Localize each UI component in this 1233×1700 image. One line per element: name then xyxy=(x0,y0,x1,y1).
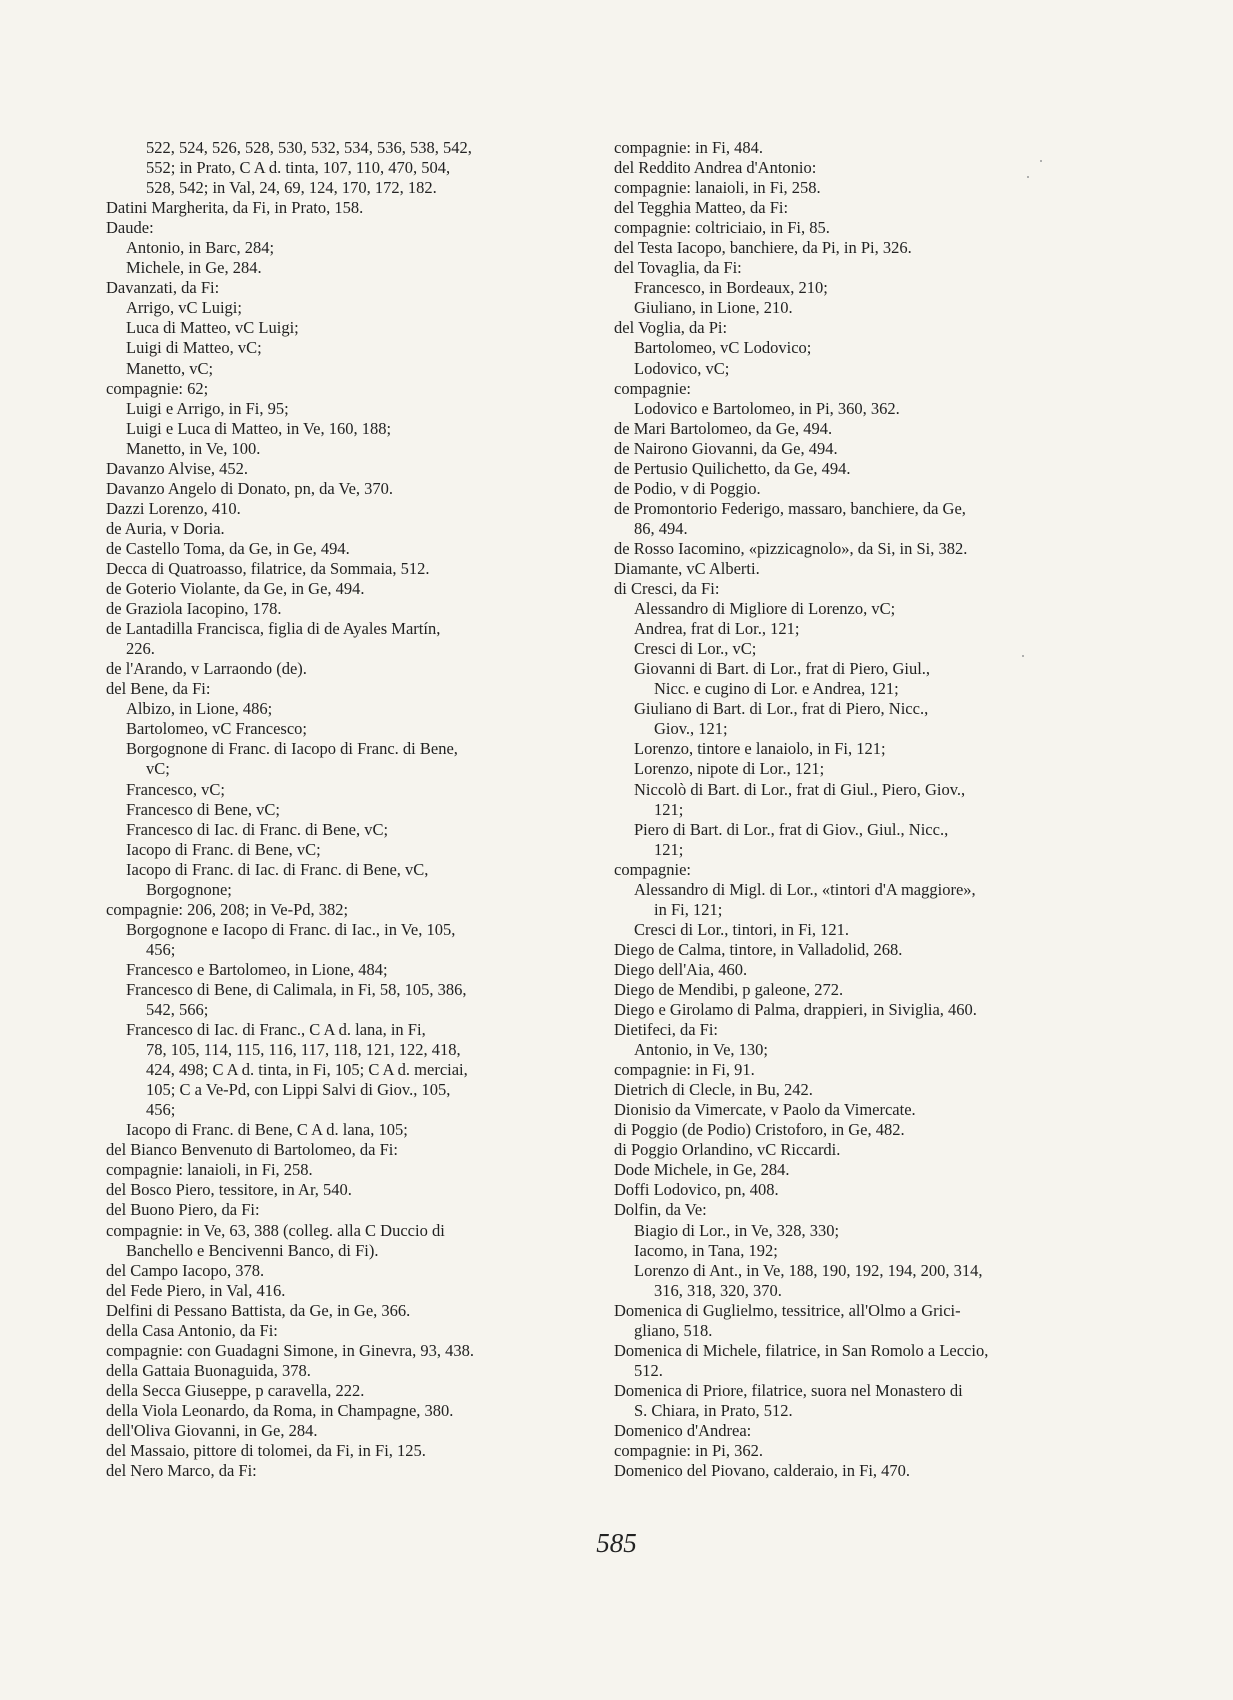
index-entry: della Secca Giuseppe, p caravella, 222. xyxy=(106,1380,365,1400)
index-entry: compagnie: in Fi, 484. xyxy=(614,138,763,157)
index-entry: de Rosso Iacomino, «pizzicagnolo», da Si, in Si, 382. xyxy=(614,538,968,558)
index-entry: compagnie: xyxy=(614,859,691,879)
index-entry: Giuliano, in Lione, 210. xyxy=(634,298,793,318)
index-entry: compagnie: xyxy=(614,378,691,398)
index-entry: de Promontorio Federigo, massaro, banchiere, da Ge, xyxy=(614,498,966,518)
page-number: 585 xyxy=(596,1528,637,1558)
index-entry: Iacopo di Franc. di Bene, C A d. lana, 105; xyxy=(126,1120,408,1140)
index-entry: Luigi di Matteo, vC; xyxy=(126,338,262,358)
index-entry: del Reddito Andrea d'Antonio: xyxy=(614,158,817,178)
index-entry: Diego de Mendibi, p galeone, 272. xyxy=(614,979,844,999)
index-entry: 78, 105, 114, 115, 116, 117, 118, 121, 122, 418, xyxy=(146,1040,461,1060)
index-entry: Diego dell'Aia, 460. xyxy=(614,959,748,979)
index-entry: de Graziola Iacopino, 178. xyxy=(106,599,282,619)
index-entry: compagnie: 62; xyxy=(106,378,209,398)
index-entry: Luca di Matteo, vC Luigi; xyxy=(126,318,299,338)
index-entry: Dazzi Lorenzo, 410. xyxy=(106,498,241,518)
index-entry: compagnie: 206, 208; in Ve-Pd, 382; xyxy=(106,899,349,919)
index-entry: del Massaio, pittore di tolomei, da Fi, in Fi, 125. xyxy=(106,1441,426,1461)
index-entry: 121; xyxy=(654,839,684,859)
index-entry: compagnie: in Fi, 91. xyxy=(614,1060,755,1080)
index-entry: 226. xyxy=(126,639,155,659)
index-entry: del Testa Iacopo, banchiere, da Pi, in Pi, 326. xyxy=(614,238,912,258)
index-entry: Albizo, in Lione, 486; xyxy=(126,699,273,719)
index-entry: Doffi Lodovico, pn, 408. xyxy=(614,1180,779,1200)
index-entry: Antonio, in Ve, 130; xyxy=(634,1040,768,1060)
index-entry: Cresci di Lor., vC; xyxy=(634,639,757,659)
index-entry: 86, 494. xyxy=(634,518,688,538)
index-entry: Banchello e Bencivenni Banco, di Fi). xyxy=(126,1240,379,1260)
index-entry: Manetto, vC; xyxy=(126,358,214,378)
index-entry: de Podio, v di Poggio. xyxy=(614,478,761,498)
index-entry: Lodovico e Bartolomeo, in Pi, 360, 362. xyxy=(634,398,900,418)
index-entry: Daude: xyxy=(106,218,154,238)
index-entry: Luigi e Luca di Matteo, in Ve, 160, 188; xyxy=(126,418,392,438)
index-entry: Luigi e Arrigo, in Fi, 95; xyxy=(126,398,289,418)
index-entry: dell'Oliva Giovanni, in Ge, 284. xyxy=(106,1421,318,1440)
index-entry: del Campo Iacopo, 378. xyxy=(106,1260,265,1280)
index-entry: Francesco di Iac. di Franc. di Bene, vC; xyxy=(126,819,389,839)
index-entry: Francesco, vC; xyxy=(126,779,225,799)
index-entry: Andrea, frat di Lor., 121; xyxy=(634,619,800,639)
index-entry: de Nairono Giovanni, da Ge, 494. xyxy=(614,438,838,458)
index-entry: Domenica di Guglielmo, tessitrice, all'Olmo a Grici- xyxy=(614,1300,961,1320)
index-entry: Bartolomeo, vC Lodovico; xyxy=(634,338,812,358)
index-entry: del Nero Marco, da Fi: xyxy=(106,1461,257,1481)
index-entry: Michele, in Ge, 284. xyxy=(126,258,262,278)
index-entry: Giov., 121; xyxy=(654,719,728,739)
index-entry: Iacopo di Franc. di Bene, vC; xyxy=(126,839,321,859)
index-entry: de Mari Bartolomeo, da Ge, 494. xyxy=(614,418,833,438)
index-entry: de Auria, v Doria. xyxy=(106,518,225,538)
paper-speck xyxy=(1022,655,1024,657)
index-entry: compagnie: coltriciaio, in Fi, 85. xyxy=(614,218,830,238)
index-entry: Diego de Calma, tintore, in Valladolid, 268. xyxy=(614,939,903,959)
index-entry: in Fi, 121; xyxy=(654,899,723,919)
index-entry: Decca di Quatroasso, filatrice, da Sommaia, 512. xyxy=(106,558,430,578)
index-column-right xyxy=(614,138,1076,1481)
index-entry: Antonio, in Barc, 284; xyxy=(126,238,275,258)
index-entry: 542, 566; xyxy=(146,1000,209,1020)
index-entry: del Tegghia Matteo, da Fi: xyxy=(614,198,789,218)
index-column-left xyxy=(106,138,566,1481)
index-entry: della Casa Antonio, da Fi: xyxy=(106,1320,278,1340)
index-entry: Davanzo Angelo di Donato, pn, da Ve, 370. xyxy=(106,478,394,498)
index-entry: 316, 318, 320, 370. xyxy=(654,1280,782,1300)
index-entry: Domenico d'Andrea: xyxy=(614,1421,752,1440)
index-entry: Niccolò di Bart. di Lor., frat di Giul., Piero, Giov., xyxy=(634,779,966,799)
index-entry: della Gattaia Buonaguida, 378. xyxy=(106,1360,311,1380)
index-entry: Alessandro di Migl. di Lor., «tintori d'A maggiore», xyxy=(634,879,976,899)
index-entry: de Pertusio Quilichetto, da Ge, 494. xyxy=(614,458,851,478)
index-entry: del Bianco Benvenuto di Bartolomeo, da Fi: xyxy=(106,1140,398,1160)
index-entry: 105; C a Ve-Pd, con Lippi Salvi di Giov., 105, xyxy=(146,1080,451,1100)
index-entry: Bartolomeo, vC Francesco; xyxy=(126,719,308,739)
index-entry: di Cresci, da Fi: xyxy=(614,579,720,599)
index-entry: Biagio di Lor., in Ve, 328, 330; xyxy=(634,1220,840,1240)
index-entry: 512. xyxy=(634,1360,663,1380)
index-entry: Francesco, in Bordeaux, 210; xyxy=(634,278,828,298)
index-entry: Giuliano di Bart. di Lor., frat di Piero, Nicc., xyxy=(634,699,929,719)
index-entry: compagnie: lanaioli, in Fi, 258. xyxy=(614,178,821,198)
index-entry: Borgognone e Iacopo di Franc. di Iac., in Ve, 105, xyxy=(126,919,456,939)
index-entry: Francesco di Bene, di Calimala, in Fi, 58, 105, 386, xyxy=(126,979,467,999)
paper-speck xyxy=(1027,176,1029,178)
index-entry: Arrigo, vC Luigi; xyxy=(126,298,242,318)
index-entry: gliano, 518. xyxy=(634,1320,713,1340)
index-entry: del Buono Piero, da Fi: xyxy=(106,1200,260,1220)
index-entry: Francesco e Bartolomeo, in Lione, 484; xyxy=(126,959,388,979)
index-entry: Dolfin, da Ve: xyxy=(614,1200,707,1220)
index-entry: del Bene, da Fi: xyxy=(106,679,211,699)
index-entry: compagnie: in Ve, 63, 388 (colleg. alla C Duccio di xyxy=(106,1220,445,1240)
index-entry: Iacopo di Franc. di Iac. di Franc. di Bene, vC, xyxy=(126,859,429,879)
index-entry: Iacomo, in Tana, 192; xyxy=(634,1240,778,1260)
index-entry: Piero di Bart. di Lor., frat di Giov., Giul., Nicc., xyxy=(634,819,949,839)
index-entry: Manetto, in Ve, 100. xyxy=(126,438,261,458)
index-entry: de Castello Toma, da Ge, in Ge, 494. xyxy=(106,538,350,558)
index-entry: 552; in Prato, C A d. tinta, 107, 110, 470, 504, xyxy=(146,158,451,178)
index-entry: compagnie: lanaioli, in Fi, 258. xyxy=(106,1160,313,1180)
index-entry: Giovanni di Bart. di Lor., frat di Piero, Giul., xyxy=(634,659,931,679)
index-entry: Diego e Girolamo di Palma, drappieri, in Siviglia, 460. xyxy=(614,1000,977,1020)
index-entry: Dionisio da Vimercate, v Paolo da Vimercate. xyxy=(614,1100,916,1120)
index-entry: Nicc. e cugino di Lor. e Andrea, 121; xyxy=(654,679,899,699)
index-entry: Domenica di Michele, filatrice, in San Romolo a Leccio, xyxy=(614,1340,989,1360)
index-entry: 456; xyxy=(146,939,176,959)
index-entry: Francesco di Bene, vC; xyxy=(126,799,280,819)
index-entry: 456; xyxy=(146,1100,176,1120)
index-entry: del Bosco Piero, tessitore, in Ar, 540. xyxy=(106,1180,352,1200)
index-entry: Datini Margherita, da Fi, in Prato, 158. xyxy=(106,198,364,218)
index-entry: Lorenzo di Ant., in Ve, 188, 190, 192, 194, 200, 314, xyxy=(634,1260,983,1280)
index-entry: 528, 542; in Val, 24, 69, 124, 170, 172, 182. xyxy=(146,178,437,198)
index-entry: 522, 524, 526, 528, 530, 532, 534, 536, 538, 542, xyxy=(146,138,472,157)
index-entry: Cresci di Lor., tintori, in Fi, 121. xyxy=(634,919,849,939)
index-entry: de Goterio Violante, da Ge, in Ge, 494. xyxy=(106,579,365,599)
index-entry: Domenica di Priore, filatrice, suora nel Monastero di xyxy=(614,1380,963,1400)
index-entry: Davanzati, da Fi: xyxy=(106,278,220,298)
index-entry: compagnie: in Pi, 362. xyxy=(614,1441,763,1461)
index-entry: compagnie: con Guadagni Simone, in Ginevra, 93, 438. xyxy=(106,1340,474,1360)
index-entry: Dietifeci, da Fi: xyxy=(614,1020,719,1040)
index-entry: Dode Michele, in Ge, 284. xyxy=(614,1160,790,1180)
index-entry: Diamante, vC Alberti. xyxy=(614,558,760,578)
index-entry: de Lantadilla Francisca, figlia di de Ayales Martín, xyxy=(106,619,441,639)
index-entry: Davanzo Alvise, 452. xyxy=(106,458,249,478)
index-entry: Francesco di Iac. di Franc., C A d. lana, in Fi, xyxy=(126,1020,426,1040)
paper-speck xyxy=(1040,160,1042,162)
index-entry: del Tovaglia, da Fi: xyxy=(614,258,742,278)
index-entry: Borgognone di Franc. di Iacopo di Franc. di Bene, xyxy=(126,739,458,759)
index-entry: della Viola Leonardo, da Roma, in Champagne, 380. xyxy=(106,1400,454,1420)
index-entry: S. Chiara, in Prato, 512. xyxy=(634,1400,793,1420)
index-entry: 424, 498; C A d. tinta, in Fi, 105; C A d. merciai, xyxy=(146,1060,468,1080)
index-entry: di Poggio Orlandino, vC Riccardi. xyxy=(614,1140,841,1160)
index-entry: Lodovico, vC; xyxy=(634,358,730,378)
index-entry: Lorenzo, nipote di Lor., 121; xyxy=(634,759,825,779)
index-entry: Domenico del Piovano, calderaio, in Fi, 470. xyxy=(614,1461,911,1481)
index-entry: vC; xyxy=(146,759,170,779)
index-entry: di Poggio (de Podio) Cristoforo, in Ge, 482. xyxy=(614,1120,905,1140)
index-entry: 121; xyxy=(654,799,684,819)
index-entry: Delfini di Pessano Battista, da Ge, in Ge, 366. xyxy=(106,1300,411,1320)
index-entry: de l'Arando, v Larraondo (de). xyxy=(106,659,307,679)
index-entry: del Fede Piero, in Val, 416. xyxy=(106,1280,286,1300)
index-entry: Dietrich di Clecle, in Bu, 242. xyxy=(614,1080,813,1100)
index-entry: Borgognone; xyxy=(146,879,232,899)
index-entry: Lorenzo, tintore e lanaiolo, in Fi, 121; xyxy=(634,739,886,759)
index-entry: Alessandro di Migliore di Lorenzo, vC; xyxy=(634,599,896,619)
index-entry: del Voglia, da Pi: xyxy=(614,318,728,338)
